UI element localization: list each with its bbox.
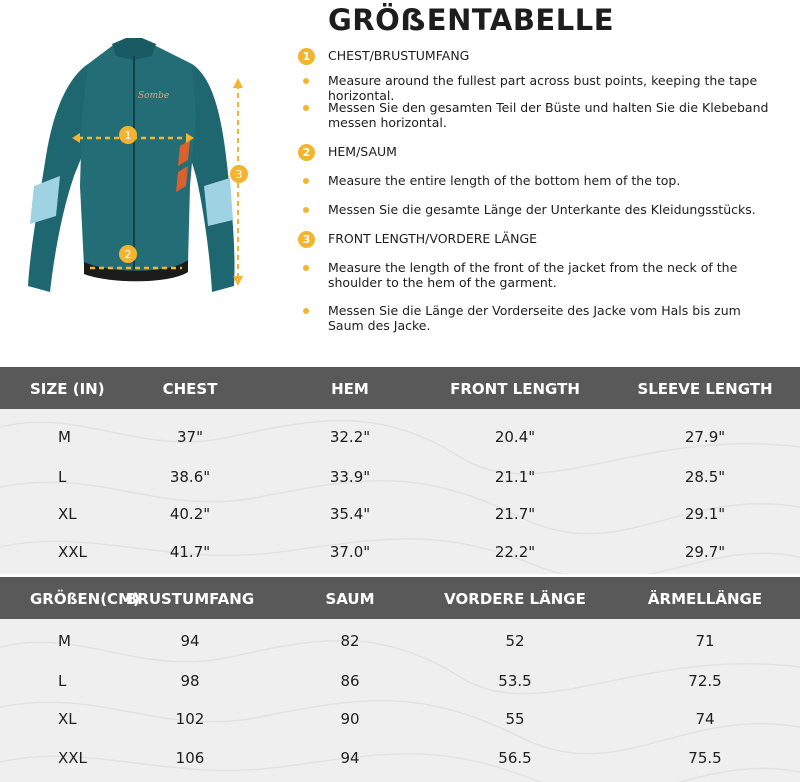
table-cell: 90 [340,710,360,728]
bullet-icon [303,78,309,84]
table-cell: 41.7" [169,543,211,561]
size-label: L [58,672,67,690]
number-badge-icon: 1 [298,48,315,65]
jacket-logo: Sombe [138,91,170,101]
table-cell: 37.0" [329,543,371,561]
spec-label: Measure the length of the front of the jacket from the neck of the shoulder to the hem of the garment. [328,260,738,290]
table-cell: 55 [505,710,525,728]
table-cell: 71 [695,632,715,650]
column-header: SLEEVE LENGTH [637,380,773,398]
bullet-icon [303,207,309,213]
size-label: XL [58,710,77,728]
column-header: GRÖßEN(CM) [30,590,140,608]
size-label: XXL [58,543,87,561]
size-table-inches [0,367,800,574]
spec-label: FRONT LENGTH/VORDERE LÄNGE [328,231,538,246]
column-header: HEM [331,380,369,398]
table-cell: 27.9" [684,428,726,446]
bullet-icon [303,265,309,271]
table-cell: 106 [175,749,205,767]
page-title: GRÖẞENTABELLE [328,3,615,37]
table-cell: 56.5 [498,749,532,767]
jacket-drawing [20,36,280,316]
table-cell: 33.9" [329,468,371,486]
table-cell: 38.6" [169,468,211,486]
size-label: L [58,468,67,486]
spec-label: Messen Sie die Länge der Vorderseite des Jacke vom Hals bis zum Saum des Jacke. [328,303,741,333]
table-cell: 98 [180,672,200,690]
table-cell: 102 [175,710,205,728]
table-header-inches [0,367,800,409]
table-cell: 37" [177,428,203,446]
bullet-icon [303,178,309,184]
table-cell: 21.1" [494,468,536,486]
table-cell: 94 [180,632,200,650]
column-header: BRUSTUMFANG [125,590,255,608]
table-cell: 32.2" [329,428,371,446]
table-cell: 72.5 [688,672,722,690]
size-label: M [58,632,71,650]
table-cell: 35.4" [329,505,371,523]
spec-label: Messen Sie den gesamten Teil der Büste und halten Sie die Klebeband messen horizontal. [328,100,769,130]
column-header: SIZE (IN) [30,380,105,398]
column-header: CHEST [162,380,218,398]
spec-label: Messen Sie die gesamte Länge der Unterkante des Kleidungsstücks. [328,202,756,217]
column-header: ÄRMELLÄNGE [647,590,763,608]
bullet-icon [303,308,309,314]
table-cell: 86 [340,672,360,690]
number-badge-icon: 2 [298,144,315,161]
hem-marker: 2 [124,248,132,261]
bullet-icon [303,105,309,111]
spec-label: CHEST/BRUSTUMFANG [328,48,470,63]
spec-label: HEM/SAUM [328,144,397,159]
number-badge-icon: 3 [298,231,315,248]
front-length-marker: 3 [235,168,243,181]
table-cell: 53.5 [498,672,532,690]
table-cell: 94 [340,749,360,767]
table-cell: 22.2" [494,543,536,561]
table-cell: 21.7" [494,505,536,523]
table-cell: 82 [340,632,360,650]
size-table-cm [0,577,800,782]
spec-label: Measure around the fullest part across bust points, keeping the tape horizontal. [328,73,758,103]
size-label: M [58,428,71,446]
jacket-illustration [20,36,280,316]
table-cell: 28.5" [684,468,726,486]
table-cell: 40.2" [169,505,211,523]
chest-marker: 1 [124,129,132,142]
table-cell: 29.1" [684,505,726,523]
table-cell: 74 [695,710,715,728]
column-header: VORDERE LÄNGE [444,590,586,608]
spec-label: Measure the entire length of the bottom hem of the top. [328,173,681,188]
column-header: FRONT LENGTH [450,380,580,398]
table-cell: 52 [505,632,525,650]
table-header-cm [0,577,800,619]
size-label: XXL [58,749,87,767]
table-cell: 29.7" [684,543,726,561]
size-label: XL [58,505,77,523]
column-header: SAUM [325,590,375,608]
table-cell: 75.5 [688,749,722,767]
table-cell: 20.4" [494,428,536,446]
